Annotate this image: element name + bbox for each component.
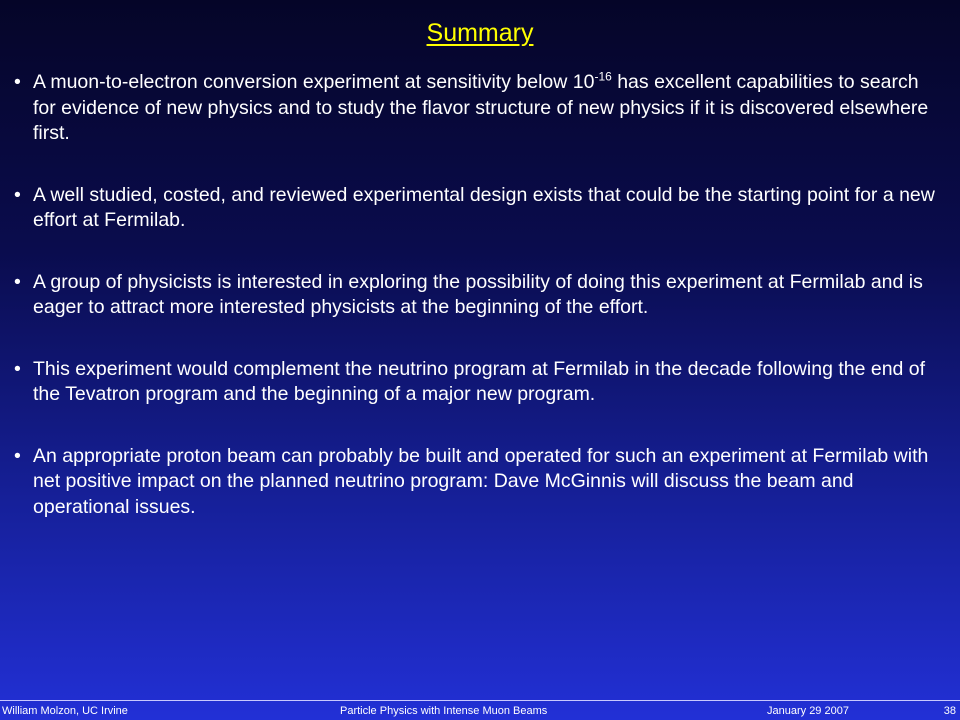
bullet-item [14, 357, 944, 408]
footer-talk-title: Particle Physics with Intense Muon Beams [340, 705, 548, 717]
bullet-item [14, 270, 944, 321]
bullet-icon: • [14, 71, 21, 93]
bullet-icon: • [14, 357, 21, 380]
footer-date: January 29 2007 [767, 705, 849, 717]
bullet-icon: • [14, 270, 21, 293]
bullet-text: A muon-to-electron conversion experiment at sensitivity below 10 [33, 71, 595, 93]
bullet-text: A group of physicists is interested in exploring the possibility of doing this experiment at Fermilab and is eager to attract more interested physicists at the beginning of the effort. [33, 270, 923, 318]
bullet-text: A well studied, costed, and reviewed experimental design exists that could be the starting point for a new effort at Fermilab. [33, 183, 935, 231]
bullet-list [14, 70, 944, 556]
bullet-text: This experiment would complement the neutrino program at Fermilab in the decade following the end of the Tevatron program and the beginning of a major new program. [33, 357, 926, 405]
bullet-icon: • [14, 183, 21, 206]
bullet-text: An appropriate proton beam can probably be built and operated for such an experiment at Fermilab with net positive impact on the planned neutrino program: Dave McGinnis will discuss the beam and operational issues. [33, 444, 929, 518]
slide-title: Summary [426, 19, 534, 47]
footer-author: William Molzon, UC Irvine [2, 705, 128, 717]
bullet-item [14, 70, 944, 147]
footer [0, 702, 960, 720]
bullet-superscript: -16 [594, 69, 612, 84]
bullet-icon: • [14, 444, 21, 467]
bullet-item [14, 183, 944, 234]
bullet-item [14, 444, 944, 521]
bullet-text: has excellent capabilities to search for evidence of new physics and to study the flavor structure of new physics if it is discovered elsewhere first. [33, 71, 929, 144]
footer-page-number: 38 [943, 705, 956, 717]
footer-divider [0, 700, 960, 701]
